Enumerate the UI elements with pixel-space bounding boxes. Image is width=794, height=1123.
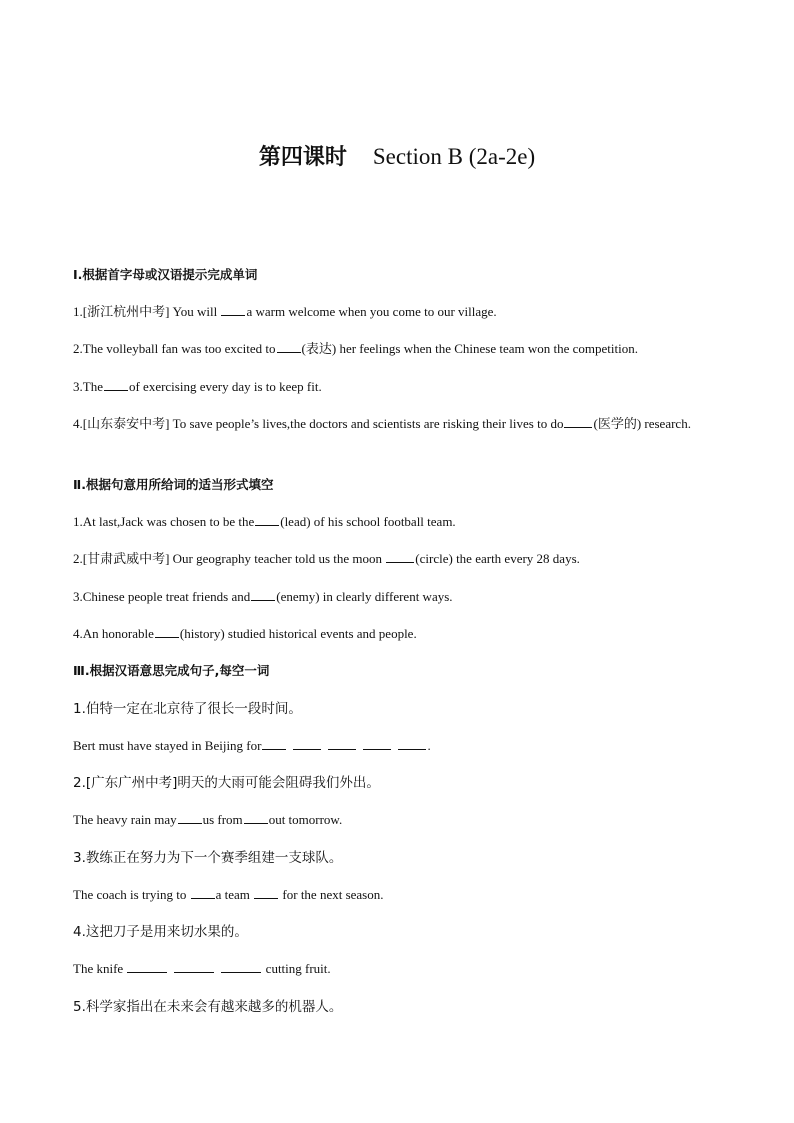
s3-question-3-chinese: 3.教练正在努力为下一个赛季组建一支球队。 <box>73 850 343 866</box>
answer-blank[interactable] <box>254 887 278 899</box>
answer-blank[interactable] <box>221 961 261 973</box>
answer-blank[interactable] <box>251 589 275 601</box>
answer-blank[interactable] <box>398 738 426 750</box>
s2-question-2: 2.[甘肃武威中考] Our geography teacher told us the moon (circle) the earth every 28 days. <box>73 551 580 566</box>
s1-question-4: 4.[山东泰安中考] To save people’s lives,the doctors and scientists are risking their lives to do (医学的) research. <box>73 416 691 431</box>
answer-blank[interactable] <box>328 738 356 750</box>
page-title <box>0 140 794 171</box>
answer-blank[interactable] <box>174 961 214 973</box>
answer-blank[interactable] <box>293 738 321 750</box>
answer-blank[interactable] <box>244 812 268 824</box>
answer-blank[interactable] <box>255 514 279 526</box>
s2-question-3: 3.Chinese people treat friends and (enemy) in clearly different ways. <box>73 589 453 604</box>
answer-blank[interactable] <box>155 626 179 638</box>
s3-question-1-english: Bert must have stayed in Beijing for . <box>73 738 431 753</box>
answer-blank[interactable] <box>262 738 286 750</box>
s2-question-4: 4.An honorable (history) studied historical events and people. <box>73 626 417 641</box>
s3-question-3-english: The coach is trying to a team for the next season. <box>73 887 384 902</box>
s3-question-5-chinese: 5.科学家指出在未来会有越来越多的机器人。 <box>73 999 343 1015</box>
answer-blank[interactable] <box>386 551 414 563</box>
section-3-heading: Ⅲ.根据汉语意思完成句子,每空一词 <box>73 663 270 678</box>
answer-blank[interactable] <box>104 379 128 391</box>
s1-question-2: 2.The volleyball fan was too excited to (表达) her feelings when the Chinese team won the competition. <box>73 341 638 356</box>
title-english: Section B (2a-2e) <box>372 144 536 169</box>
title-chinese: 第四课时 <box>258 145 347 170</box>
s2-question-1: 1.At last,Jack was chosen to be the (lead) of his school football team. <box>73 514 456 529</box>
answer-blank[interactable] <box>564 416 592 428</box>
s3-question-4-chinese: 4.这把刀子是用来切水果的。 <box>73 924 248 940</box>
s3-question-1-chinese: 1.伯特一定在北京待了很长一段时间。 <box>73 701 302 717</box>
answer-blank[interactable] <box>363 738 391 750</box>
answer-blank[interactable] <box>127 961 167 973</box>
answer-blank[interactable] <box>191 887 215 899</box>
s3-question-2-english: The heavy rain may us from out tomorrow. <box>73 812 343 827</box>
answer-blank[interactable] <box>178 812 202 824</box>
answer-blank[interactable] <box>221 304 245 316</box>
section-1-heading: Ⅰ.根据首字母或汉语提示完成单词 <box>73 267 258 282</box>
answer-blank[interactable] <box>277 341 301 353</box>
s1-question-1: 1.[浙江杭州中考] You will a warm welcome when you come to our village. <box>73 304 497 319</box>
s1-question-3: 3.The of exercising every day is to keep fit. <box>73 379 322 394</box>
s3-question-2-chinese: 2.[广东广州中考]明天的大雨可能会阻碍我们外出。 <box>73 775 380 791</box>
section-2-heading: Ⅱ.根据句意用所给词的适当形式填空 <box>73 477 274 492</box>
s3-question-4-english: The knife cutting fruit. <box>73 961 331 976</box>
